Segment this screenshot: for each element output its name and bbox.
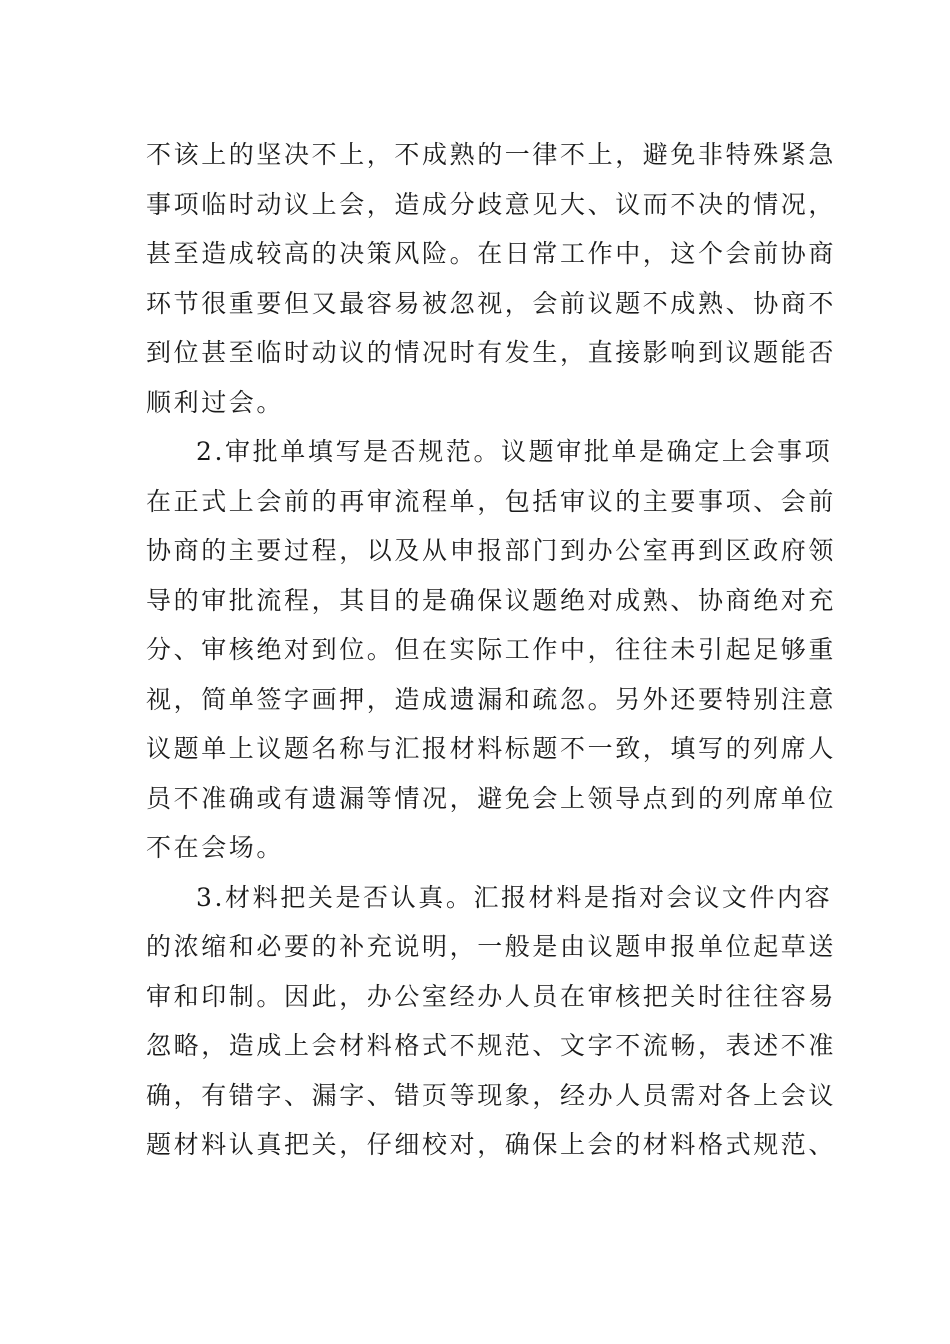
text-line: 忽略，造成上会材料格式不规范、文字不流畅，表述不准	[146, 1031, 837, 1060]
text-line: 议题单上议题名称与汇报材料标题不一致，填写的列席人	[146, 734, 837, 763]
text-line: 确，有错字、漏字、错页等现象，经办人员需对各上会议	[146, 1080, 837, 1110]
text-line: 甚至造成较高的决策风险。在日常工作中，这个会前协商	[146, 239, 837, 268]
text-line: 到位甚至临时动议的情况时有发生，直接影响到议题能否	[146, 338, 837, 367]
text-line: 事项临时动议上会，造成分歧意见大、议而不决的情况，	[146, 189, 837, 219]
text-line: 在正式上会前的再审流程单，包括审议的主要事项、会前	[146, 486, 837, 516]
text-line: 环节很重要但又最容易被忽视，会前议题不成熟、协商不	[146, 288, 837, 318]
paragraph-heading-3: 3.材料把关是否认真。汇报材料是指对会议文件内容	[196, 882, 833, 912]
text-line: 员不准确或有遗漏等情况，避免会上领导点到的列席单位	[146, 783, 837, 813]
text-line: 分、审核绝对到位。但在实际工作中，往往未引起足够重	[146, 635, 837, 664]
text-line: 的浓缩和必要的补充说明，一般是由议题申报单位起草送	[146, 932, 837, 961]
text-line: 顺利过会。	[146, 387, 285, 417]
text-line: 不在会场。	[146, 833, 285, 862]
text-line: 题材料认真把关，仔细校对，确保上会的材料格式规范、	[146, 1130, 837, 1159]
text-line: 协商的主要过程，以及从申报部门到办公室再到区政府领	[146, 536, 837, 565]
text-line: 审和印制。因此，办公室经办人员在审核把关时往往容易	[146, 981, 837, 1011]
paragraph-heading-2: 2.审批单填写是否规范。议题审批单是确定上会事项	[196, 437, 833, 466]
text-line: 不该上的坚决不上，不成熟的一律不上，避免非特殊紧急	[146, 140, 837, 169]
document-body	[146, 130, 837, 1170]
text-line: 导的审批流程，其目的是确保议题绝对成熟、协商绝对充	[146, 585, 837, 615]
text-line: 视，简单签字画押，造成遗漏和疏忽。另外还要特别注意	[146, 684, 837, 714]
